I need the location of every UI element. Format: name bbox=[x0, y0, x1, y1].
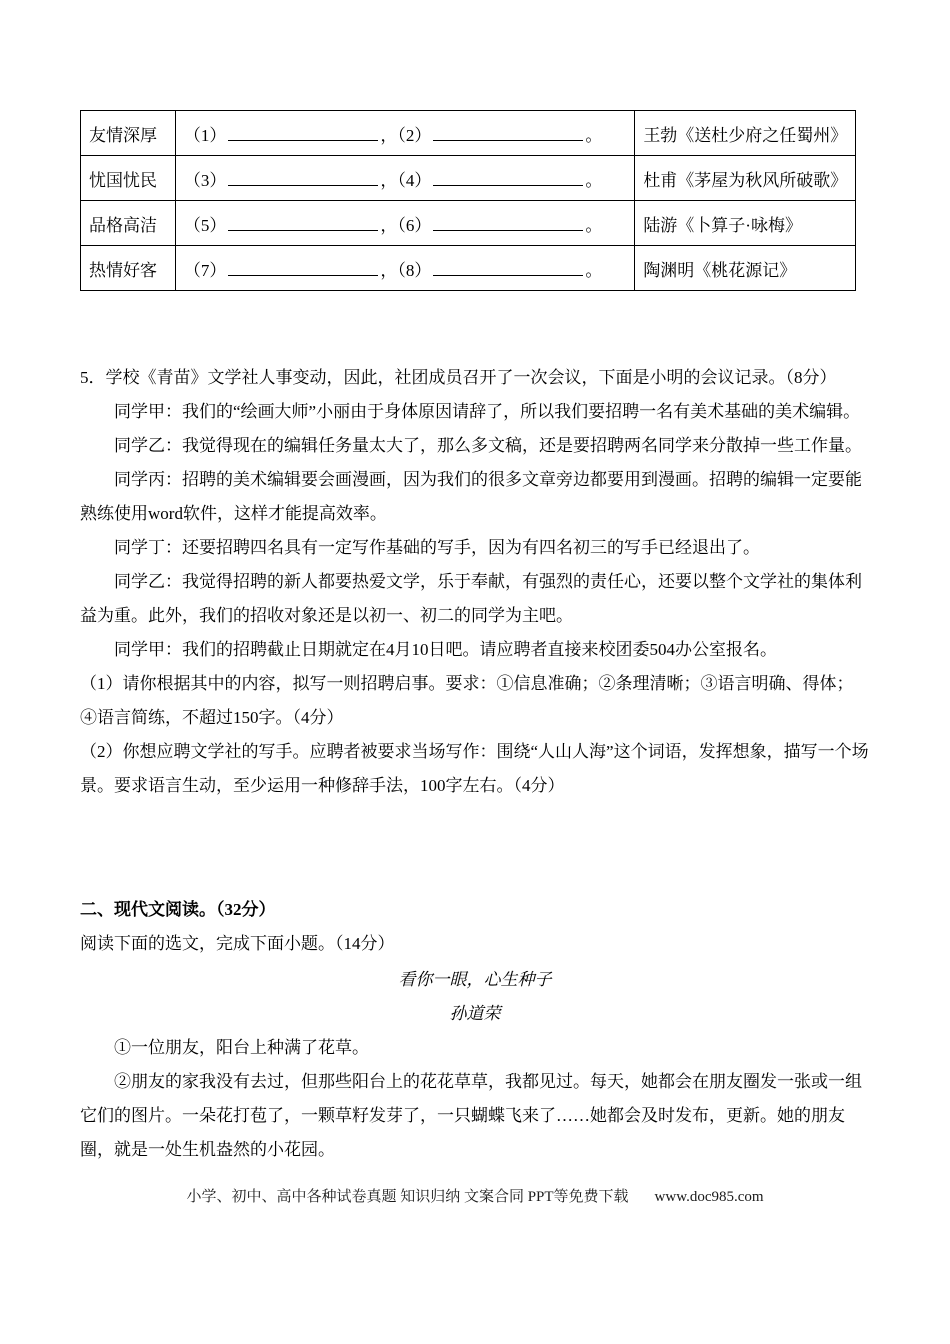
dialogue-line: 同学甲：我们的招聘截止日期就定在4月10日吧。请应聘者直接来校团委504办公室报名。 bbox=[114, 640, 777, 659]
answer-blank bbox=[228, 214, 378, 231]
comma: ， bbox=[380, 125, 398, 145]
period: 。 bbox=[585, 215, 603, 235]
section-2-reading bbox=[80, 893, 870, 1167]
sub-question-1: （1）请你根据其中的内容，拟写一则招聘启事。要求：①信息准确；②条理清晰；③语言明确、得体；④语言简练，不超过150字。（4分） bbox=[80, 674, 854, 727]
dialogue-line: 同学丙：招聘的美术编辑要会画漫画，因为我们的很多文章旁边都要用到漫画。招聘的编辑一定要能熟练使用word软件，这样才能提高效率。 bbox=[80, 470, 862, 523]
period: 。 bbox=[585, 260, 603, 280]
blank-number: （1） bbox=[183, 125, 227, 145]
blanks-cell bbox=[175, 246, 634, 291]
dialogue-line: 同学甲：我们的“绘画大师”小丽由于身体原因请辞了，所以我们要招聘一名有美术基础的美术编辑。 bbox=[114, 402, 861, 421]
essay-title: 看你一眼，心生种子 bbox=[398, 970, 552, 989]
source-cell: 王勃《送杜少府之任蜀州》 bbox=[635, 111, 856, 156]
poem-fill-table bbox=[80, 110, 856, 291]
answer-blank bbox=[228, 169, 378, 186]
blank-number: （4） bbox=[397, 170, 432, 190]
answer-blank bbox=[433, 214, 583, 231]
blank-number: （3） bbox=[183, 170, 227, 190]
dialogue-line: 同学丁：还要招聘四名具有一定写作基础的写手，因为有四名初三的写手已经退出了。 bbox=[114, 538, 760, 557]
comma: ， bbox=[380, 170, 398, 190]
period: 。 bbox=[585, 125, 603, 145]
table-row bbox=[81, 156, 856, 201]
answer-blank bbox=[433, 259, 583, 276]
essay-paragraph: ②朋友的家我没有去过，但那些阳台上的花花草草，我都见过。每天，她都会在朋友圈发一张或一组它们的图片。一朵花打苞了，一颗草籽发芽了，一只蝴蝶飞来了……她都会及时发布，更新。她的朋友圈，就是一处生机盎然的小花园。 bbox=[80, 1072, 862, 1159]
sub-question-2: （2）你想应聘文学社的写手。应聘者被要求当场写作：围绕“人山人海”这个词语，发挥想象，描写一个场景。要求语言生动，至少运用一种修辞手法，100字左右。（4分） bbox=[80, 742, 869, 795]
essay-paragraph: ①一位朋友，阳台上种满了花草。 bbox=[114, 1038, 369, 1057]
theme-cell: 品格高洁 bbox=[81, 201, 176, 246]
page-footer bbox=[0, 1186, 950, 1208]
blanks-cell bbox=[175, 156, 634, 201]
table-row bbox=[81, 201, 856, 246]
answer-blank bbox=[228, 259, 378, 276]
blank-number: （2） bbox=[397, 125, 432, 145]
blanks-cell bbox=[175, 111, 634, 156]
blank-number: （8） bbox=[397, 260, 432, 280]
blank-number: （7） bbox=[183, 260, 227, 280]
period: 。 bbox=[585, 170, 603, 190]
blank-number: （6） bbox=[397, 215, 432, 235]
blanks-cell bbox=[175, 201, 634, 246]
table-row bbox=[81, 246, 856, 291]
theme-cell: 友情深厚 bbox=[81, 111, 176, 156]
section-heading: 二、现代文阅读。（32分） bbox=[80, 900, 276, 919]
question-5-stem: 5．学校《青苗》文学社人事变动，因此，社团成员召开了一次会议，下面是小明的会议记录。（8分） bbox=[80, 368, 837, 387]
footer-text: 小学、初中、高中各种试卷真题 知识归纳 文案合同 PPT等免费下载 bbox=[186, 1189, 629, 1205]
answer-blank bbox=[433, 124, 583, 141]
dialogue-line: 同学乙：我觉得现在的编辑任务量太大了，那么多文稿，还是要招聘两名同学来分散掉一些工作量。 bbox=[114, 436, 862, 455]
source-cell: 杜甫《茅屋为秋风所破歌》 bbox=[635, 156, 856, 201]
footer-url: www.doc985.com bbox=[654, 1189, 764, 1205]
table-row bbox=[81, 111, 856, 156]
dialogue-line: 同学乙：我觉得招聘的新人都要热爱文学，乐于奉献，有强烈的责任心，还要以整个文学社的集体利益为重。此外，我们的招收对象还是以初一、初二的同学为主吧。 bbox=[80, 572, 862, 625]
source-cell: 陶渊明《桃花源记》 bbox=[635, 246, 856, 291]
theme-cell: 忧国忧民 bbox=[81, 156, 176, 201]
source-cell: 陆游《卜算子·咏梅》 bbox=[635, 201, 856, 246]
answer-blank bbox=[433, 169, 583, 186]
question-5 bbox=[80, 361, 870, 803]
comma: ， bbox=[380, 260, 398, 280]
comma: ， bbox=[380, 215, 398, 235]
section-instruction: 阅读下面的选文，完成下面小题。（14分） bbox=[80, 934, 395, 953]
essay-author: 孙道荣 bbox=[449, 1004, 501, 1023]
blank-number: （5） bbox=[183, 215, 227, 235]
answer-blank bbox=[228, 124, 378, 141]
theme-cell: 热情好客 bbox=[81, 246, 176, 291]
